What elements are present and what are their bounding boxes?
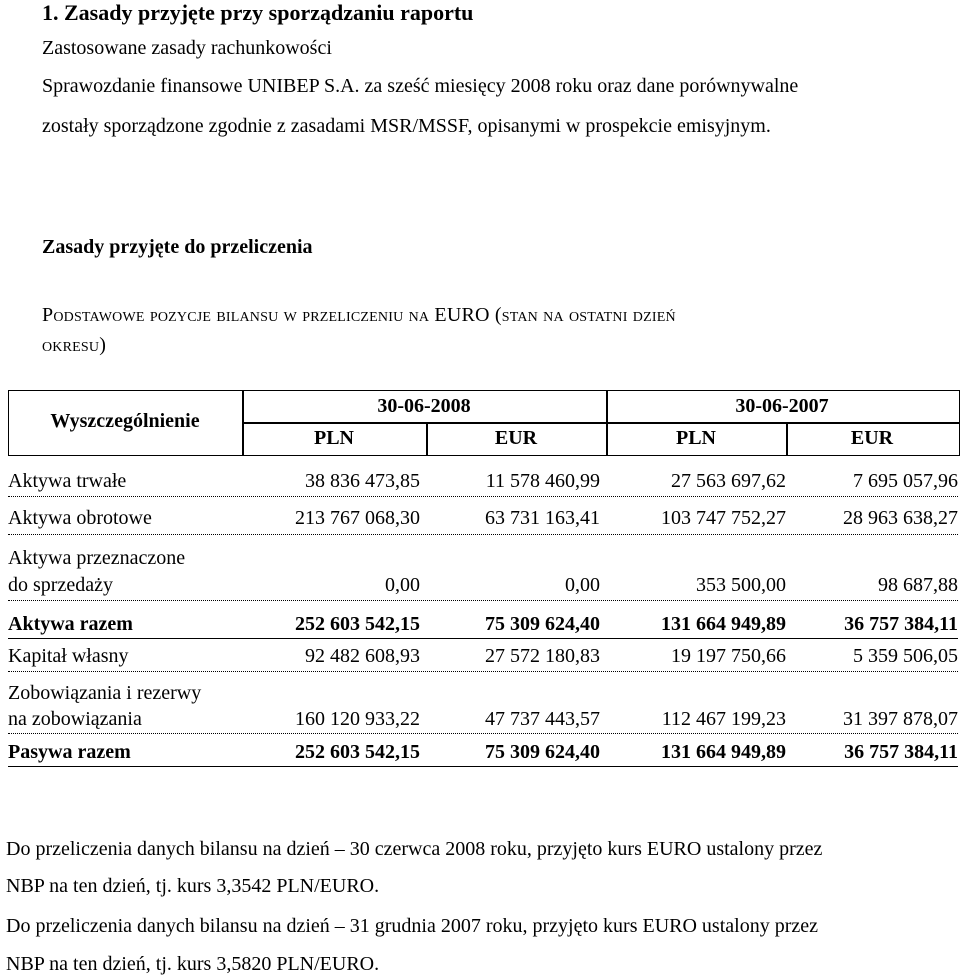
row-value: 36 757 384,11 (844, 741, 958, 763)
row-value: 63 731 163,41 (485, 507, 600, 529)
row-value: 19 197 750,66 (671, 645, 786, 667)
row-value: 7 695 057,96 (853, 470, 958, 492)
note-2-line-1: Do przeliczenia danych bilansu na dzień – 31 grudnia 2007 roku, przyjęto kurs EURO ustalony przez (6, 915, 818, 937)
row-separator (8, 638, 958, 639)
row-separator (8, 733, 958, 734)
row-value: 27 572 180,83 (485, 645, 600, 667)
row-value: 160 120 933,22 (295, 708, 420, 730)
row-value: 353 500,00 (696, 574, 786, 596)
row-label: Aktywa razem (8, 613, 133, 635)
row-value: 131 664 949,89 (661, 613, 786, 635)
row-value: 31 397 878,07 (843, 708, 958, 730)
paragraph-line-2: zostały sporządzone zgodnie z zasadami MSR/MSSF, opisanymi w prospekcie emisyjnym. (42, 115, 771, 137)
row-value: 75 309 624,40 (485, 613, 600, 635)
row-value: 27 563 697,62 (671, 470, 786, 492)
row-separator (8, 496, 958, 497)
row-label: Zobowiązania i rezerwy (8, 682, 202, 704)
row-label: Aktywa trwałe (8, 470, 127, 492)
row-label: Aktywa obrotowe (8, 507, 152, 529)
row-value: 0,00 (385, 574, 420, 596)
row-label: Kapitał własny (8, 645, 129, 667)
section-title: 1. Zasady przyjęte przy sporządzaniu raportu (42, 0, 474, 25)
conversion-heading: Zasady przyjęte do przeliczenia (42, 236, 313, 258)
row-value: 252 603 542,15 (295, 741, 420, 763)
row-value: 213 767 068,30 (295, 507, 420, 529)
row-value: 252 603 542,15 (295, 613, 420, 635)
note-1-line-1: Do przeliczenia danych bilansu na dzień – 30 czerwca 2008 roku, przyjęto kurs EURO ustalony przez (6, 838, 823, 860)
row-value: 28 963 638,27 (843, 507, 958, 529)
caps-heading-line-1: Podstawowe pozycje bilansu w przeliczeniu na EURO (stan na ostatni dzień (42, 304, 676, 326)
header-currency-3: PLN (676, 427, 716, 449)
row-value: 103 747 752,27 (661, 507, 786, 529)
row-value: 36 757 384,11 (844, 613, 958, 635)
row-label-continued: na zobowiązania (8, 708, 142, 730)
row-label: Aktywa przeznaczone (8, 547, 186, 569)
section-subtitle: Zastosowane zasady rachunkowości (42, 37, 332, 59)
row-value: 5 359 506,05 (853, 645, 958, 667)
paragraph-line-1: Sprawozdanie finansowe UNIBEP S.A. za sześć miesięcy 2008 roku oraz dane porównywalne (42, 75, 799, 97)
row-value: 112 467 199,23 (661, 708, 786, 730)
row-value: 0,00 (565, 574, 600, 596)
row-separator (8, 600, 958, 601)
row-separator (8, 671, 958, 672)
header-period-1: 30-06-2008 (377, 395, 471, 417)
caps-heading-line-2: okresu) (42, 334, 107, 356)
row-label-continued: do sprzedaży (8, 574, 113, 596)
row-value: 98 687,88 (878, 574, 958, 596)
row-value: 75 309 624,40 (485, 741, 600, 763)
header-currency-2: EUR (494, 427, 538, 449)
header-period-2: 30-06-2007 (735, 395, 829, 417)
row-value: 38 836 473,85 (305, 470, 420, 492)
header-currency-1: PLN (314, 427, 354, 449)
table-bottom-border (8, 766, 958, 767)
row-label: Pasywa razem (8, 741, 131, 763)
row-value: 92 482 608,93 (305, 645, 420, 667)
row-value: 131 664 949,89 (661, 741, 786, 763)
header-currency-4: EUR (850, 427, 894, 449)
note-1-line-2: NBP na ten dzień, tj. kurs 3,3542 PLN/EURO. (6, 875, 380, 897)
row-separator (8, 534, 958, 535)
row-value: 47 737 443,57 (485, 708, 600, 730)
note-2-line-2: NBP na ten dzień, tj. kurs 3,5820 PLN/EURO. (6, 953, 380, 975)
header-item: Wyszczególnienie (50, 410, 200, 432)
row-value: 11 578 460,99 (485, 470, 600, 492)
